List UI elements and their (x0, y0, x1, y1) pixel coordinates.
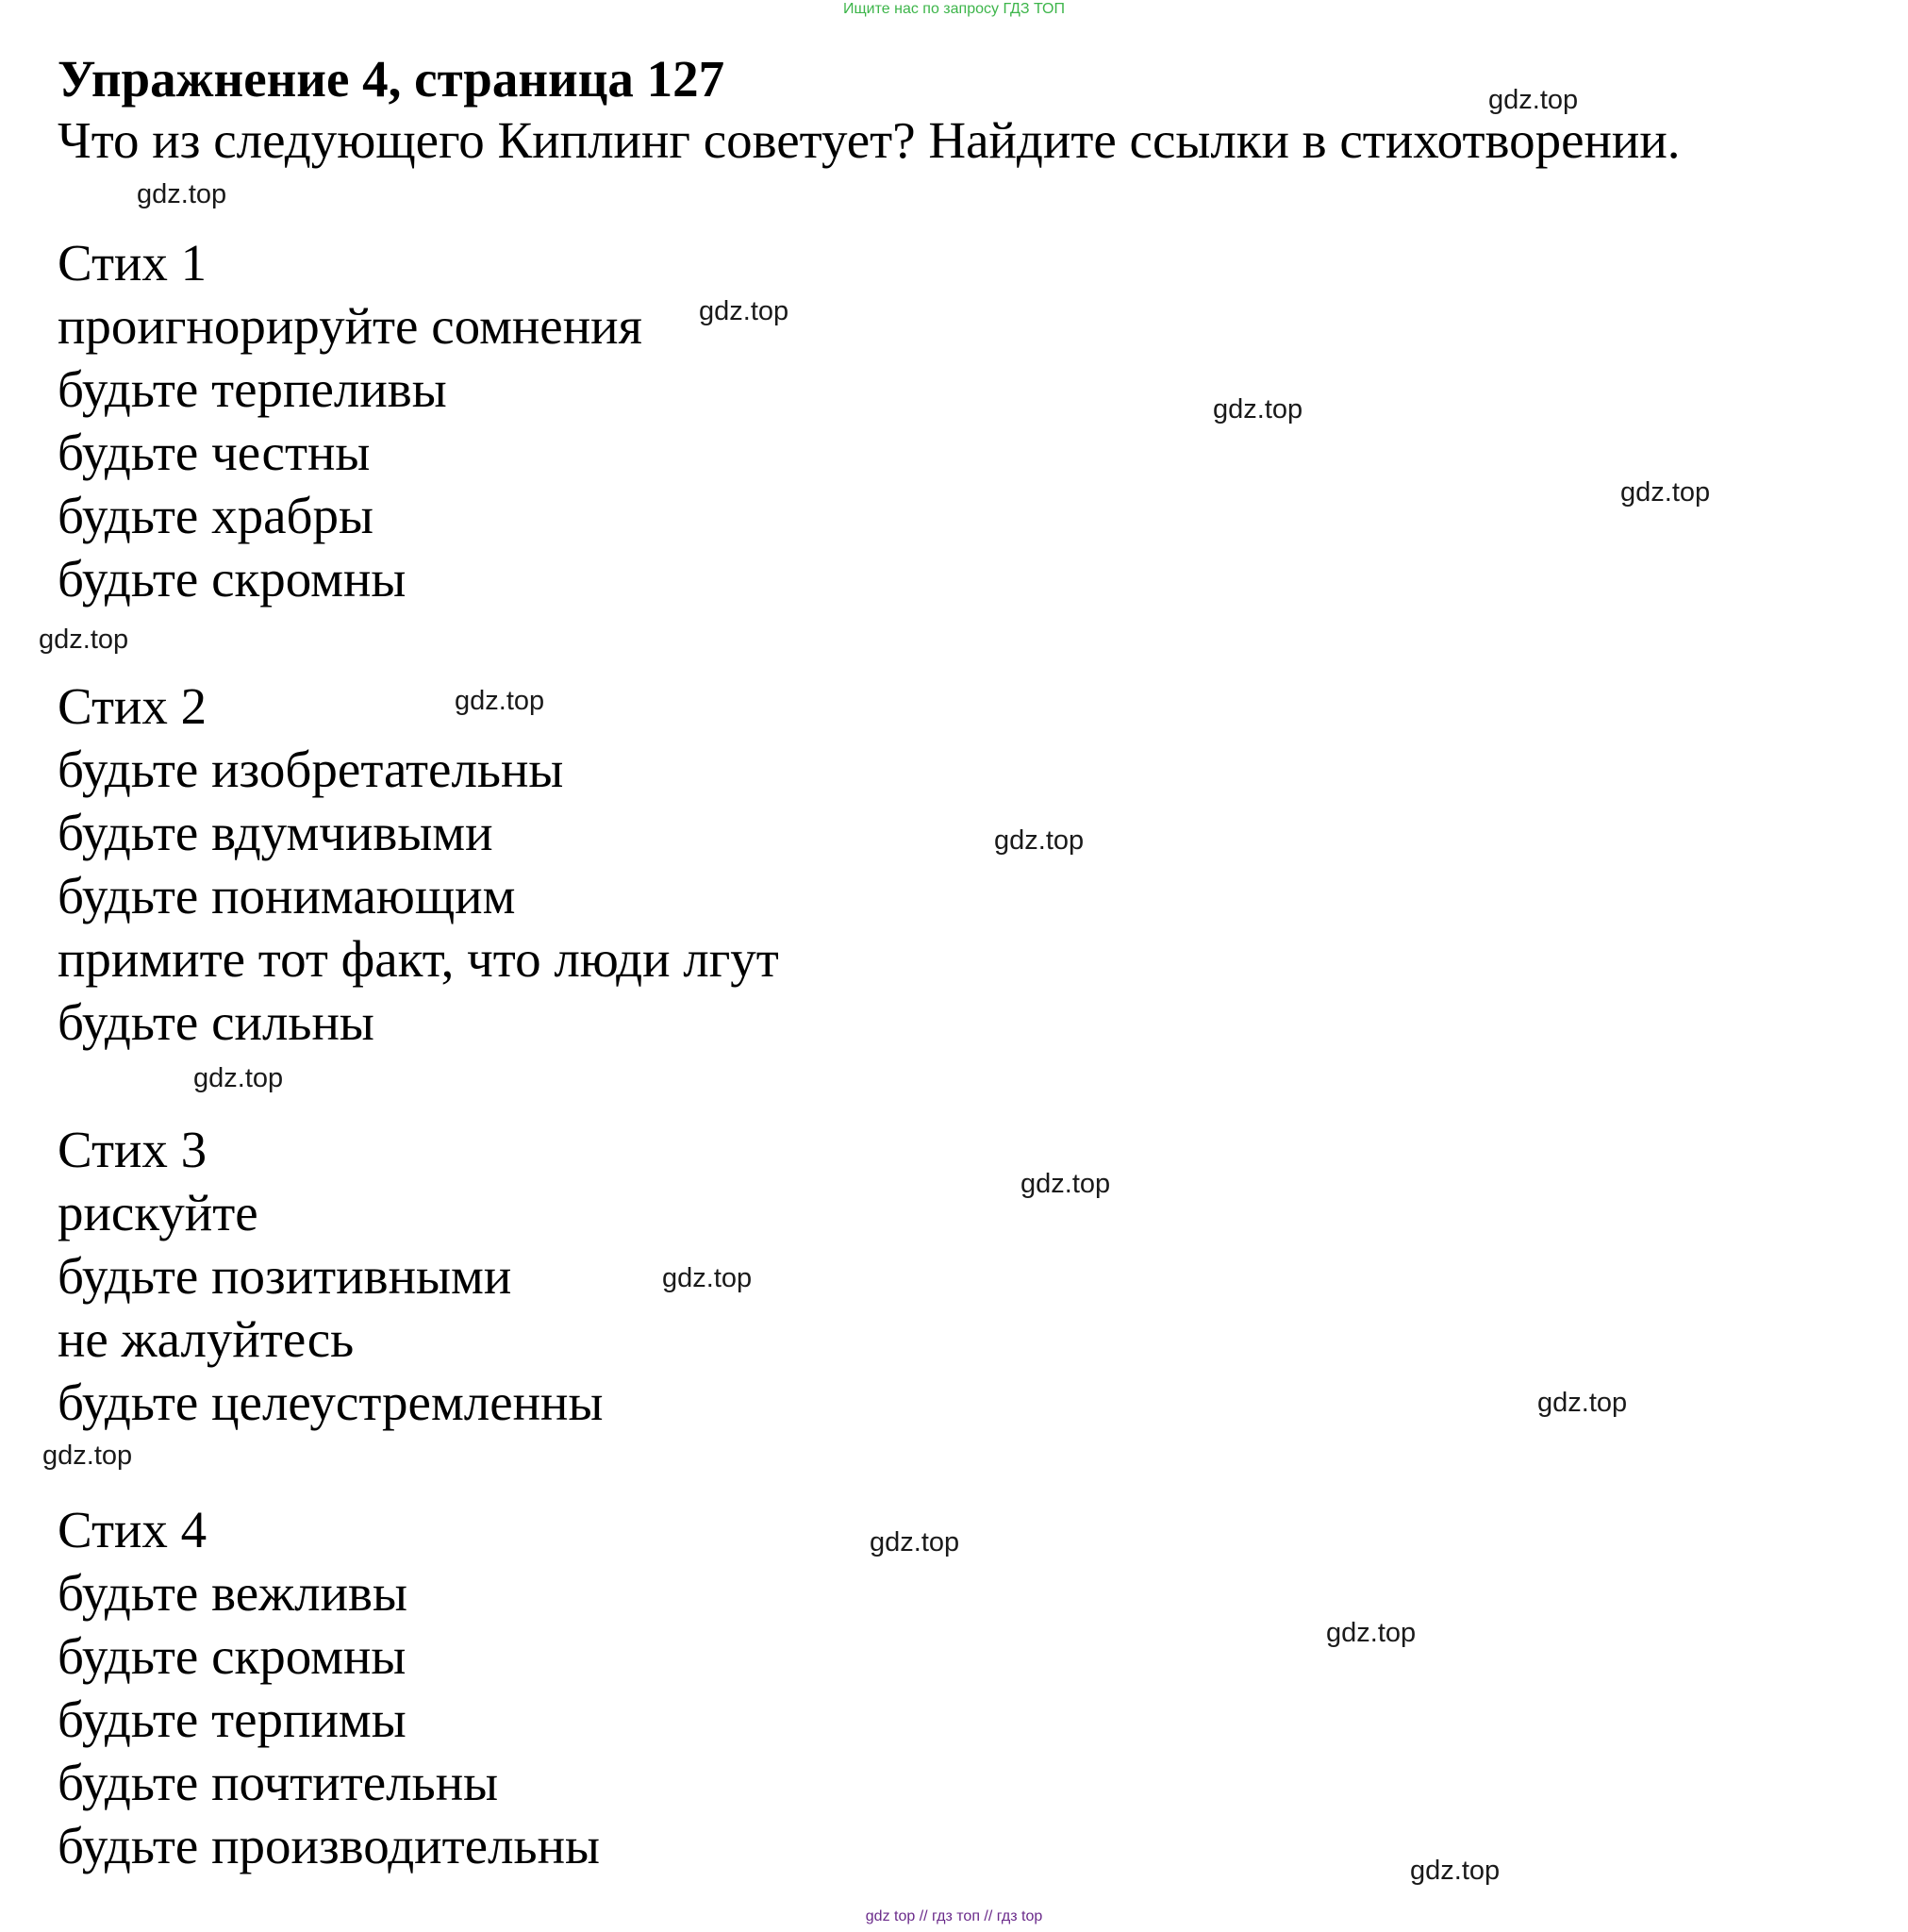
watermark: gdz.top (137, 179, 227, 209)
list-item: будьте изобретательны (58, 741, 564, 798)
list-item: будьте понимающим (58, 867, 516, 924)
list-item: примите тот факт, что люди лгут (58, 930, 779, 988)
list-item: будьте терпеливы (58, 360, 447, 418)
list-item: будьте скромны (58, 1627, 406, 1685)
list-item: будьте почтительны (58, 1754, 499, 1811)
watermark: gdz.top (1537, 1388, 1628, 1418)
watermark: gdz.top (994, 825, 1085, 856)
list-item: рискуйте (58, 1184, 258, 1241)
list-item: будьте целеустремленны (58, 1374, 604, 1431)
watermark: gdz.top (1020, 1169, 1111, 1199)
list-item: будьте терпимы (58, 1690, 406, 1748)
section-heading: Стих 4 (58, 1501, 207, 1558)
list-item: будьте честны (58, 424, 371, 481)
watermark: gdz.top (1326, 1618, 1417, 1648)
section-heading: Стих 3 (58, 1121, 207, 1178)
watermark: gdz.top (1410, 1856, 1501, 1886)
watermark: gdz.top (42, 1441, 133, 1471)
list-item: будьте сильны (58, 993, 374, 1051)
watermark: gdz.top (1488, 85, 1579, 115)
watermark: gdz.top (1620, 477, 1711, 508)
watermark: gdz.top (699, 296, 789, 326)
footer-links: gdz top // гдз топ // гдз top (865, 1908, 1043, 1924)
watermark: gdz.top (455, 686, 545, 716)
list-item: будьте вдумчивыми (58, 804, 493, 861)
section-heading: Стих 1 (58, 234, 207, 291)
watermark: gdz.top (1213, 394, 1303, 425)
list-item: будьте скромны (58, 550, 406, 608)
list-item: не жалуйтесь (58, 1310, 355, 1368)
exercise-title: Упражнение 4, страница 127 (58, 50, 725, 108)
search-banner: Ищите нас по запросу ГДЗ ТОП (843, 1, 1065, 17)
section-heading: Стих 2 (58, 677, 207, 735)
watermark: gdz.top (39, 625, 129, 655)
list-item: будьте храбры (58, 487, 373, 544)
list-item: будьте позитивными (58, 1247, 512, 1305)
watermark: gdz.top (662, 1263, 753, 1293)
list-item: будьте производительны (58, 1817, 600, 1874)
watermark: gdz.top (193, 1063, 284, 1093)
watermark: gdz.top (870, 1527, 960, 1557)
exercise-question: Что из следующего Киплинг советует? Найдите ссылки в стихотворении. (58, 111, 1681, 169)
list-item: проигнорируйте сомнения (58, 297, 642, 355)
list-item: будьте вежливы (58, 1564, 407, 1622)
